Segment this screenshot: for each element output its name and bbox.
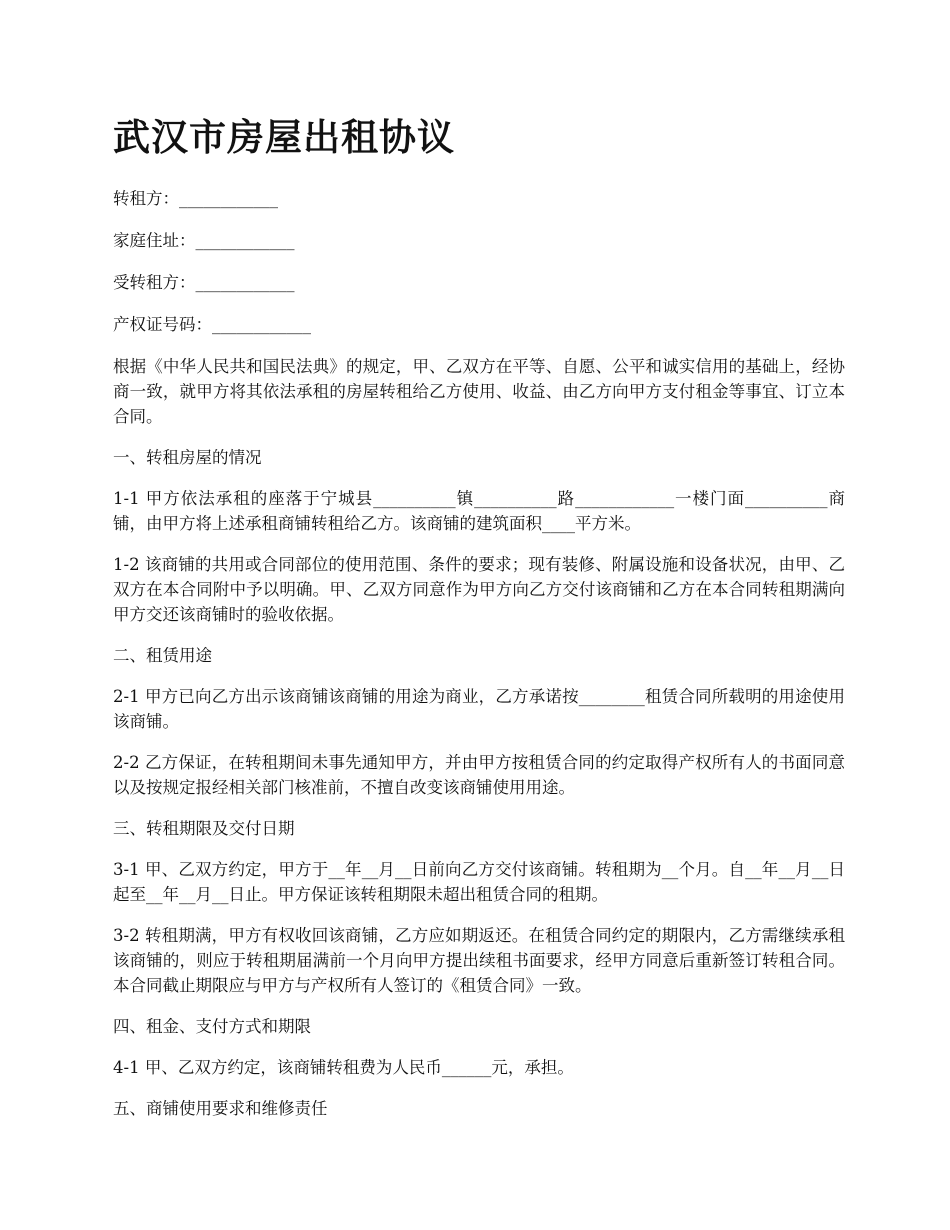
clause-3-1: 3-1 甲、乙双方约定，甲方于__年__月__日前向乙方交付该商铺。转租期为__个月。自__年__月__日起至__年__月__日止。甲方保证该转租期限未超出租赁合同的租期。	[113, 860, 845, 904]
field-home-address: 家庭住址：____________	[113, 231, 295, 250]
clause-4-1: 4-1 甲、乙双方约定，该商铺转租费为人民币______元，承担。	[113, 1058, 574, 1077]
section-heading-3: 三、转租期限及交付日期	[113, 819, 295, 838]
section-heading-1: 一、转租房屋的情况	[113, 448, 262, 467]
preamble-paragraph: 根据《中华人民共和国民法典》的规定，甲、乙双方在平等、自愿、公平和诚实信用的基础上，经协商一致，就甲方将其依法承租的房屋转租给乙方使用、收益、由乙方向甲方支付租金等事宜、订立本合同。	[113, 357, 845, 426]
section-heading-5: 五、商铺使用要求和维修责任	[113, 1099, 328, 1118]
clause-3-2: 3-2 转租期满，甲方有权收回该商铺，乙方应如期返还。在租赁合同约定的期限内，乙方需继续承租该商铺的，则应于转租期届满前一个月向甲方提出续租书面要求，经甲方同意后重新签订转租合同。本合同截止期限应与甲方与产权所有人签订的《租赁合同》一致。	[113, 926, 845, 995]
document-page	[113, 110, 845, 1137]
field-property-certificate-number: 产权证号码：____________	[113, 315, 311, 334]
clause-1-1: 1-1 甲方依法承租的座落于宁城县__________镇__________路____________一楼门面__________商铺，由甲方将上述承租商铺转租给乙方。该商铺的建筑面积____平方米。	[113, 489, 845, 533]
clause-1-2: 1-2 该商铺的共用或合同部位的使用范围、条件的要求；现有装修、附属设施和设备状况，由甲、乙双方在本合同附中予以明确。甲、乙双方同意作为甲方向乙方交付该商铺和乙方在本合同转租期满向甲方交还该商铺时的验收依据。	[113, 555, 845, 624]
document-title: 武汉市房屋出租协议	[113, 115, 455, 159]
clause-2-2: 2-2 乙方保证，在转租期间未事先通知甲方，并由甲方按租赁合同的约定取得产权所有人的书面同意以及按规定报经相关部门核准前，不擅自改变该商铺使用用途。	[113, 753, 845, 797]
field-sublessee: 受转租方：____________	[113, 273, 295, 292]
field-sublessor: 转租方：____________	[113, 189, 278, 208]
clause-2-1: 2-1 甲方已向乙方出示该商铺该商铺的用途为商业，乙方承诺按________租赁合同所载明的用途使用该商铺。	[113, 687, 845, 731]
section-heading-2: 二、租赁用途	[113, 646, 212, 665]
section-heading-4: 四、租金、支付方式和期限	[113, 1017, 311, 1036]
